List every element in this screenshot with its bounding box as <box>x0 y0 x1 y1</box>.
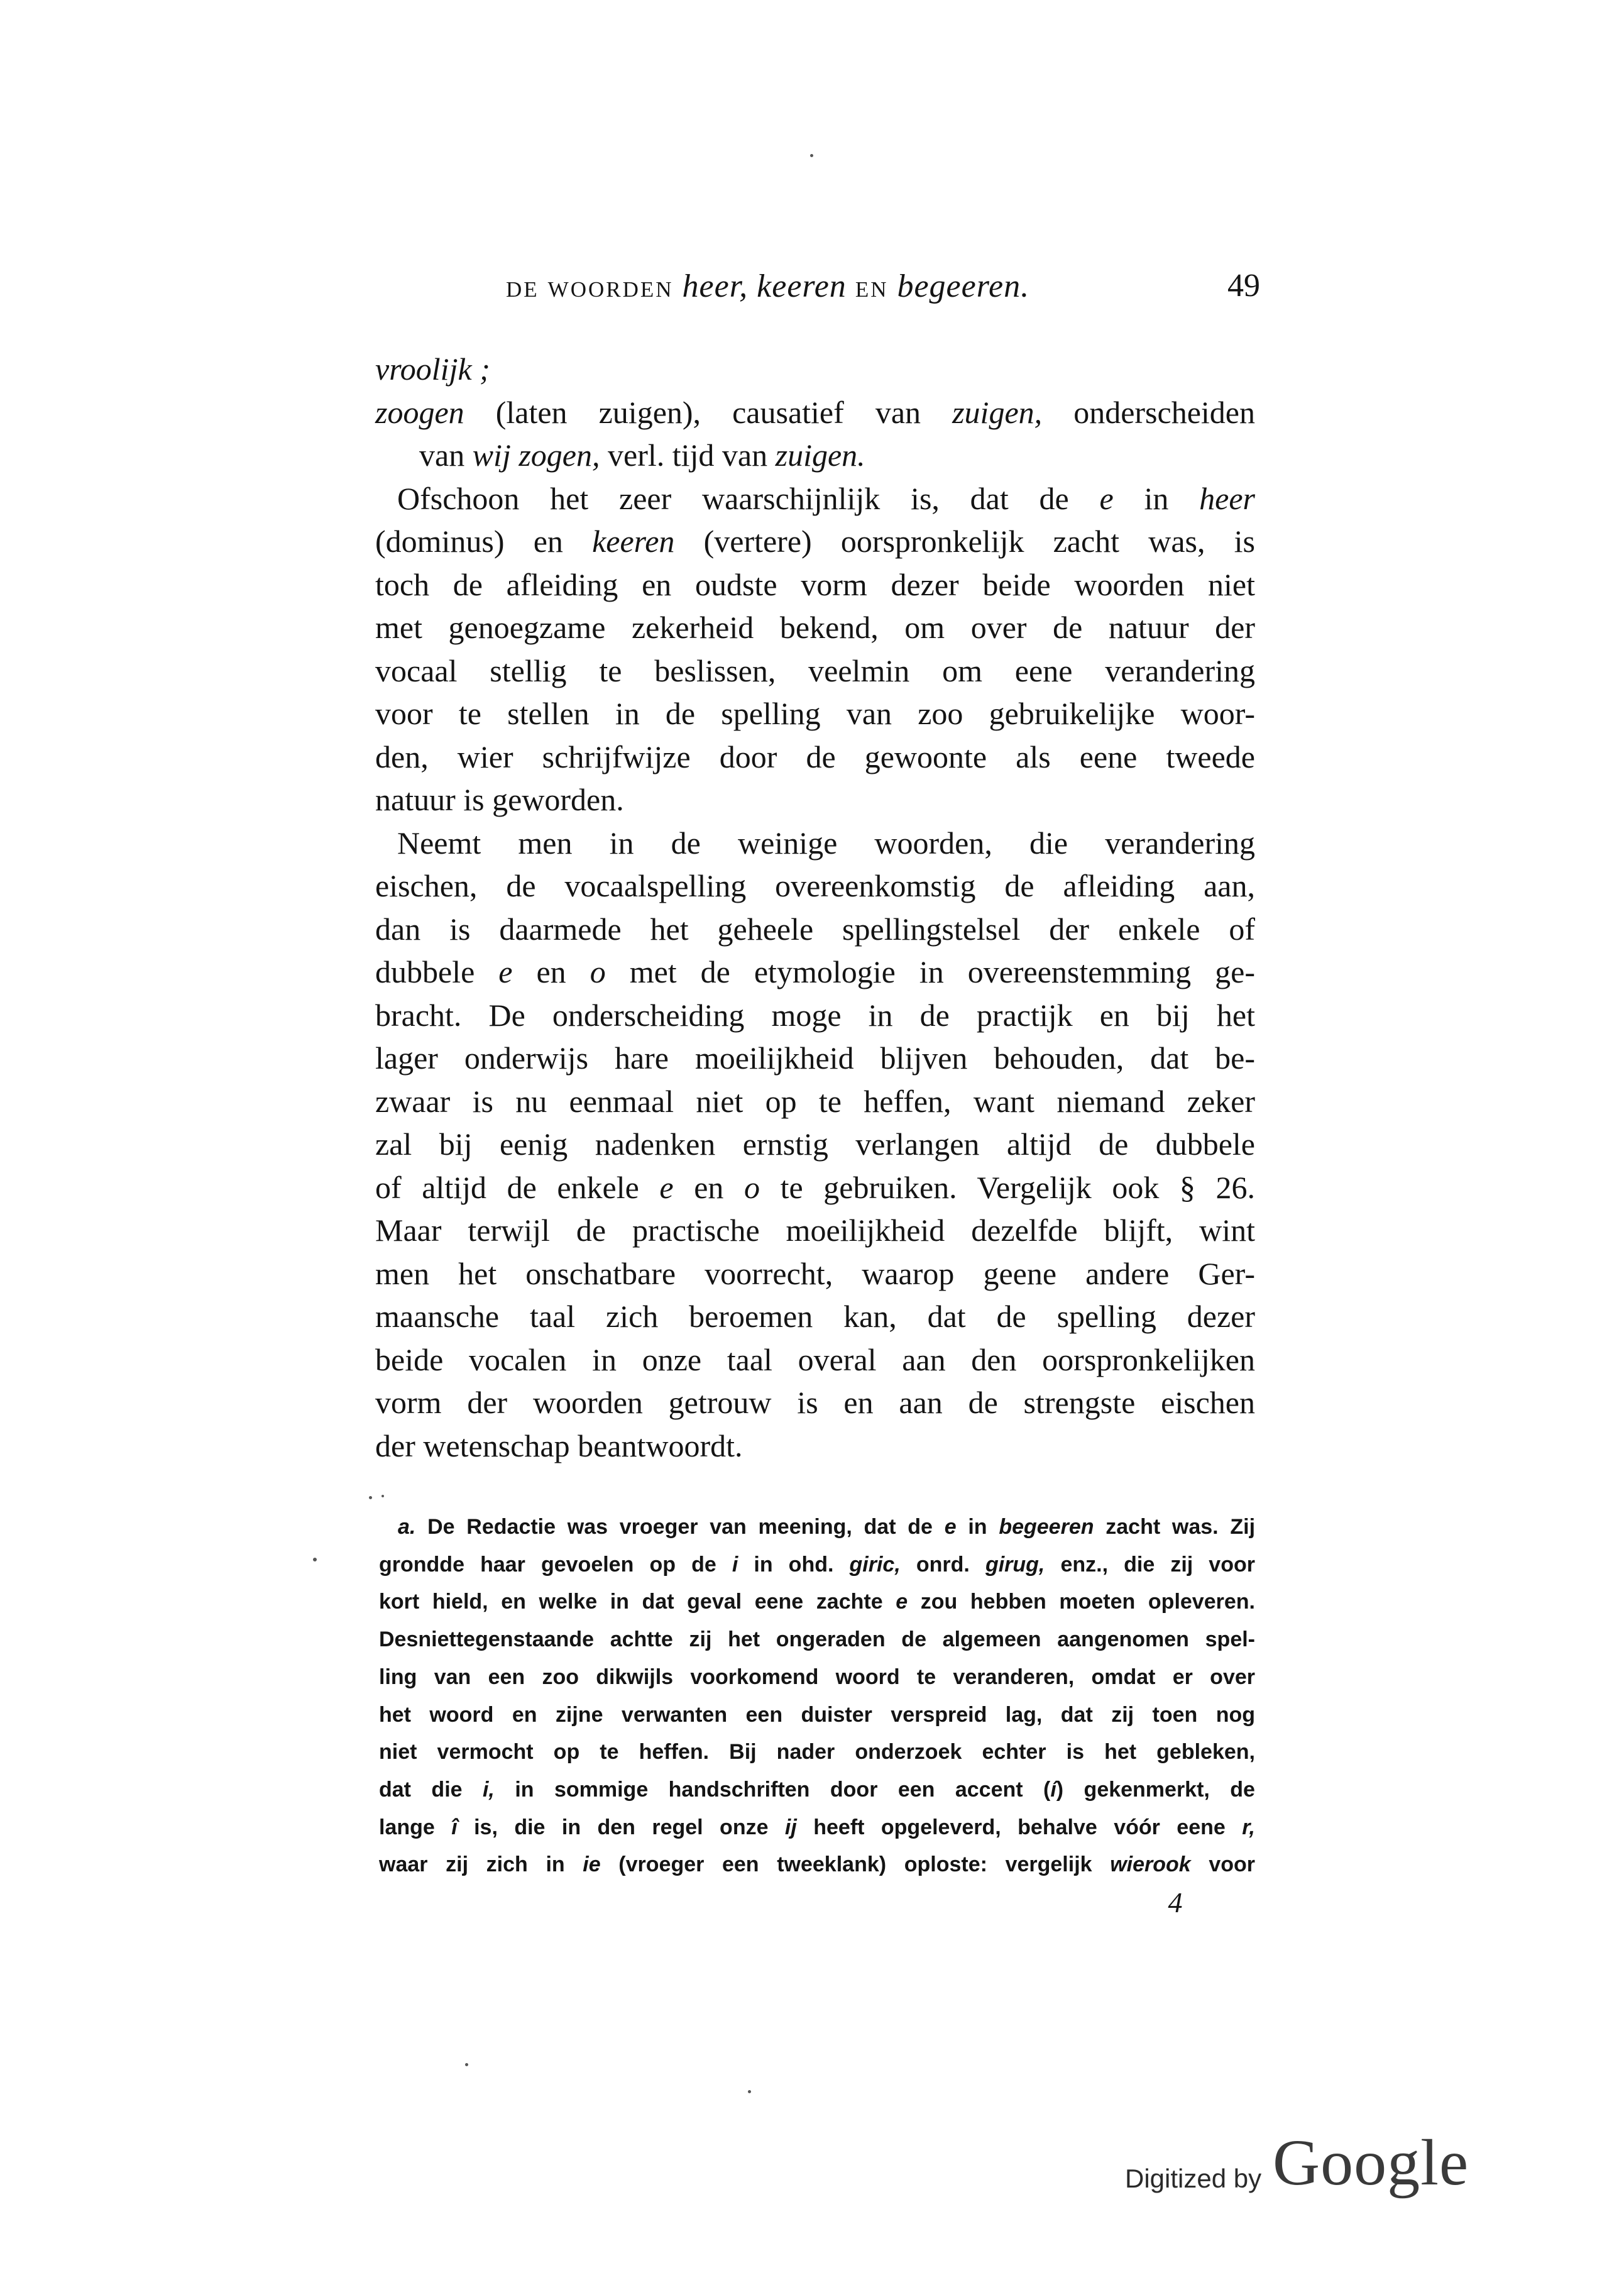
text-line: dubbele e en o met de etymologie in overeenstemming ge- <box>375 954 1255 989</box>
footnote-line: het woord en zijne verwanten een duister verspreid lag, dat zij toen nog <box>379 1702 1255 1727</box>
text-line: zwaar is nu eenmaal niet op te heffen, want niemand zeker <box>375 1083 1255 1119</box>
page-number: 49 <box>1227 268 1260 304</box>
page-header <box>506 261 1260 311</box>
google-logo: Google <box>1273 2127 1469 2199</box>
digitized-by-label: Digitized by <box>1125 2164 1262 2193</box>
text-line: dan is daarmede het geheele spellingstelsel der enkele of <box>375 911 1255 947</box>
text-line: zoogen (laten zuigen), causatief van zuigen, onderscheiden <box>375 394 1255 430</box>
text-line: toch de afleiding en oudste vorm dezer beide woorden niet <box>375 566 1255 602</box>
footnote-line: waar zij zich in ie (vroeger een tweeklank) oploste: vergelijk wierook voor <box>379 1852 1256 1877</box>
main-text <box>375 348 1255 1467</box>
text-line: met genoegzame zekerheid bekend, om over de natuur der <box>375 610 1255 645</box>
digitized-by-google-watermark <box>1125 2127 1477 2200</box>
text-line: vroolijk ; <box>375 351 490 387</box>
footnote-line: a. De Redactie was vroeger van meening, dat de e in begeeren zacht was. Zij <box>398 1515 1256 1539</box>
text-line: men het onschatbare voorrecht, waarop geene andere Ger- <box>375 1255 1255 1291</box>
text-line: van wij zogen, verl. tijd van zuigen. <box>419 438 865 473</box>
text-line: voor te stellen in de spelling van zoo gebruikelijke woor- <box>375 696 1255 731</box>
footnote-line: ling van een zoo dikwijls voorkomend woord te veranderen, omdat er over <box>379 1665 1255 1689</box>
signature-mark: 4 <box>1168 1886 1183 1918</box>
footnote-line: Desniettegenstaande achtte zij het ongeraden de algemeen aangenomen spel- <box>379 1627 1255 1652</box>
footnote-line: grondde haar gevoelen op de i in ohd. giric, onrd. girug, enz., die zij voor <box>379 1552 1255 1577</box>
text-line: beide vocalen in onze taal overal aan den oorspronkelijken <box>375 1341 1255 1377</box>
text-line: vocaal stellig te beslissen, veelmin om eene verandering <box>375 652 1255 688</box>
text-line: natuur is geworden. <box>375 782 624 817</box>
text-line: eischen, de vocaalspelling overeenkomstig de afleiding aan, <box>375 868 1255 903</box>
text-line: maansche taal zich beroemen kan, dat de spelling dezer <box>375 1299 1255 1334</box>
text-line: zal bij eenig nadenken ernstig verlangen altijd de dubbele <box>375 1126 1255 1162</box>
text-line: den, wier schrijfwijze door de gewoonte als eene tweede <box>375 739 1255 774</box>
text-line: Ofschoon het zeer waarschijnlijk is, dat de e in heer <box>397 480 1255 516</box>
footnote-line: lange î is, die in den regel onze ij heeft opgeleverd, behalve vóór eene r, <box>379 1815 1256 1839</box>
running-head: de woorden heer, keeren en begeeren. <box>506 268 1030 304</box>
footnote-line: dat die i, in sommige handschriften door een accent (í) gekenmerkt, de <box>379 1777 1255 1802</box>
text-line: lager onderwijs hare moeilijkheid blijven behouden, dat be- <box>375 1040 1255 1076</box>
text-line: bracht. De onderscheiding moge in de practijk en bij het <box>375 997 1255 1033</box>
text-line: Neemt men in de weinige woorden, die verandering <box>397 825 1255 861</box>
footnote <box>379 1509 1255 1884</box>
footnote-line: niet vermocht op te heffen. Bij nader onderzoek echter is het gebleken, <box>379 1740 1255 1764</box>
footnote-line: kort hield, en welke in dat geval eene zachte e zou hebben moeten opleveren. <box>379 1590 1255 1614</box>
text-line: Maar terwijl de practische moeilijkheid dezelfde blijft, wint <box>375 1213 1255 1248</box>
text-line: (dominus) en keeren (vertere) oorspronkelijk zacht was, is <box>375 524 1256 559</box>
text-line: of altijd de enkele e en o te gebruiken. Vergelijk ook § 26. <box>375 1169 1255 1205</box>
text-line: der wetenschap beantwoordt. <box>375 1428 743 1463</box>
text-line: vorm der woorden getrouw is en aan de strengste eischen <box>375 1385 1255 1420</box>
